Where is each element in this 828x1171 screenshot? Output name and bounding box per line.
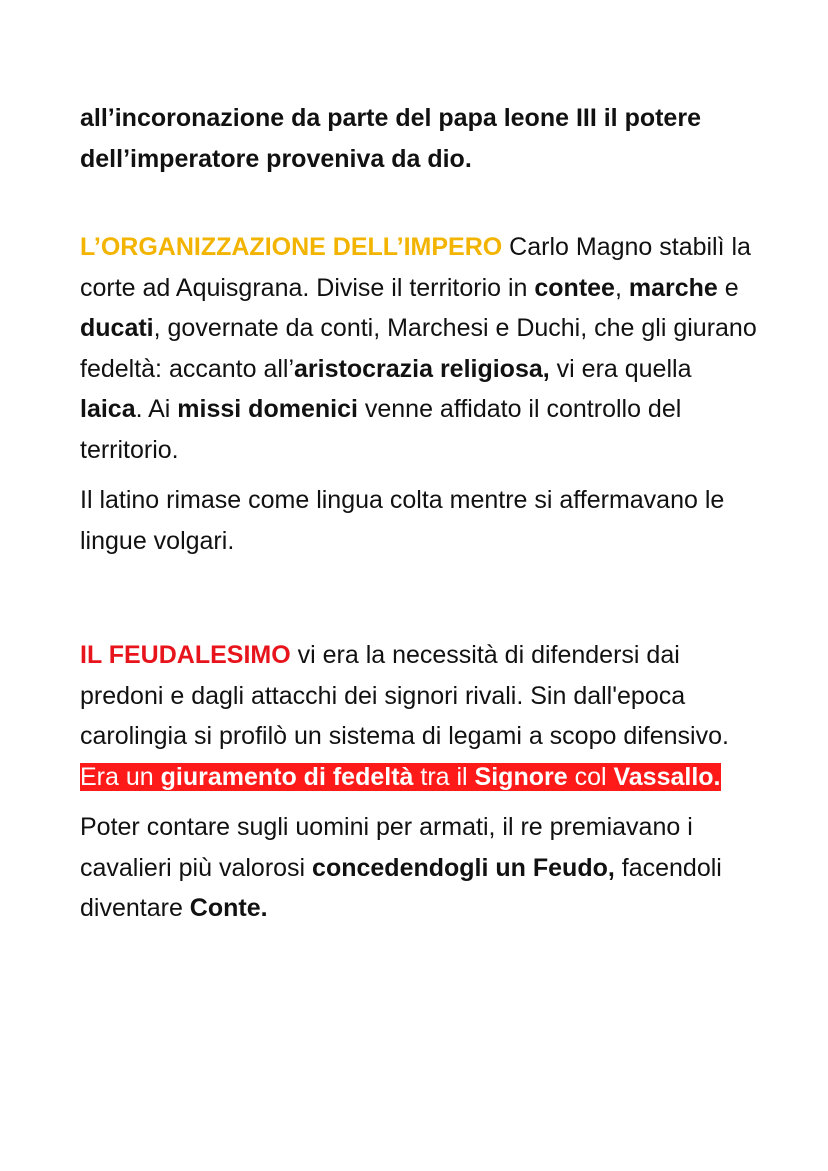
text-run: venne affidato il controllo del territorio. [80, 395, 682, 464]
text-run: vi era la necessità di difendersi dai predoni e dagli attacchi dei signori rivali. Sin dall'epoca carolingia si profilò un sistema di legami a scopo difensivo. [80, 641, 729, 750]
text-run: vi era quella [549, 354, 692, 383]
term-feudo: concedendogli un Feudo, [312, 853, 615, 882]
term-ducati: ducati [80, 314, 154, 342]
text-run: Carlo Magno stabilì la corte ad Aquisgrana. Divise il territorio in [80, 233, 751, 302]
feudalesimo-heading: IL FEUDALESIMO [80, 641, 291, 669]
text-run: tra il [413, 762, 475, 791]
document-page [80, 98, 760, 929]
text-run: . Ai [135, 395, 178, 423]
highlighted-sentence [80, 763, 721, 791]
text-run: e [717, 273, 739, 302]
text-run: facendoli diventare [80, 853, 722, 922]
poter-paragraph [80, 807, 760, 929]
term-aristocrazia: aristocrazia religiosa, [294, 354, 550, 383]
text-run: Era un [80, 762, 161, 791]
intro-paragraph: all’incoronazione da parte del papa leone III il potere dell’imperatore proveniva da dio. [80, 104, 701, 173]
term-laica: laica [80, 395, 136, 423]
text-run: col [567, 762, 614, 791]
latino-paragraph: Il latino rimase come lingua colta mentre si affermavano le lingue volgari. [80, 486, 725, 555]
term-vassallo: Vassallo. [613, 762, 721, 791]
text-run: , governate da conti, Marchesi e Duchi, che gli giurano fedeltà: accanto all’ [80, 314, 757, 383]
text-run: , [614, 273, 629, 302]
term-missi-domenici: missi domenici [177, 395, 358, 423]
feudalesimo-paragraph [80, 635, 760, 797]
term-conte: Conte. [189, 894, 268, 922]
organizzazione-heading: L’ORGANIZZAZIONE DELL’IMPERO [80, 233, 503, 261]
text-run: Poter contare sugli uomini per armati, il re premiavano i cavalieri più valorosi [80, 813, 693, 882]
term-giuramento: giuramento di fedeltà [160, 762, 414, 791]
term-signore: Signore [474, 762, 568, 791]
organizzazione-paragraph [80, 227, 760, 470]
term-contee: contee [534, 273, 615, 302]
term-marche: marche [628, 273, 718, 302]
